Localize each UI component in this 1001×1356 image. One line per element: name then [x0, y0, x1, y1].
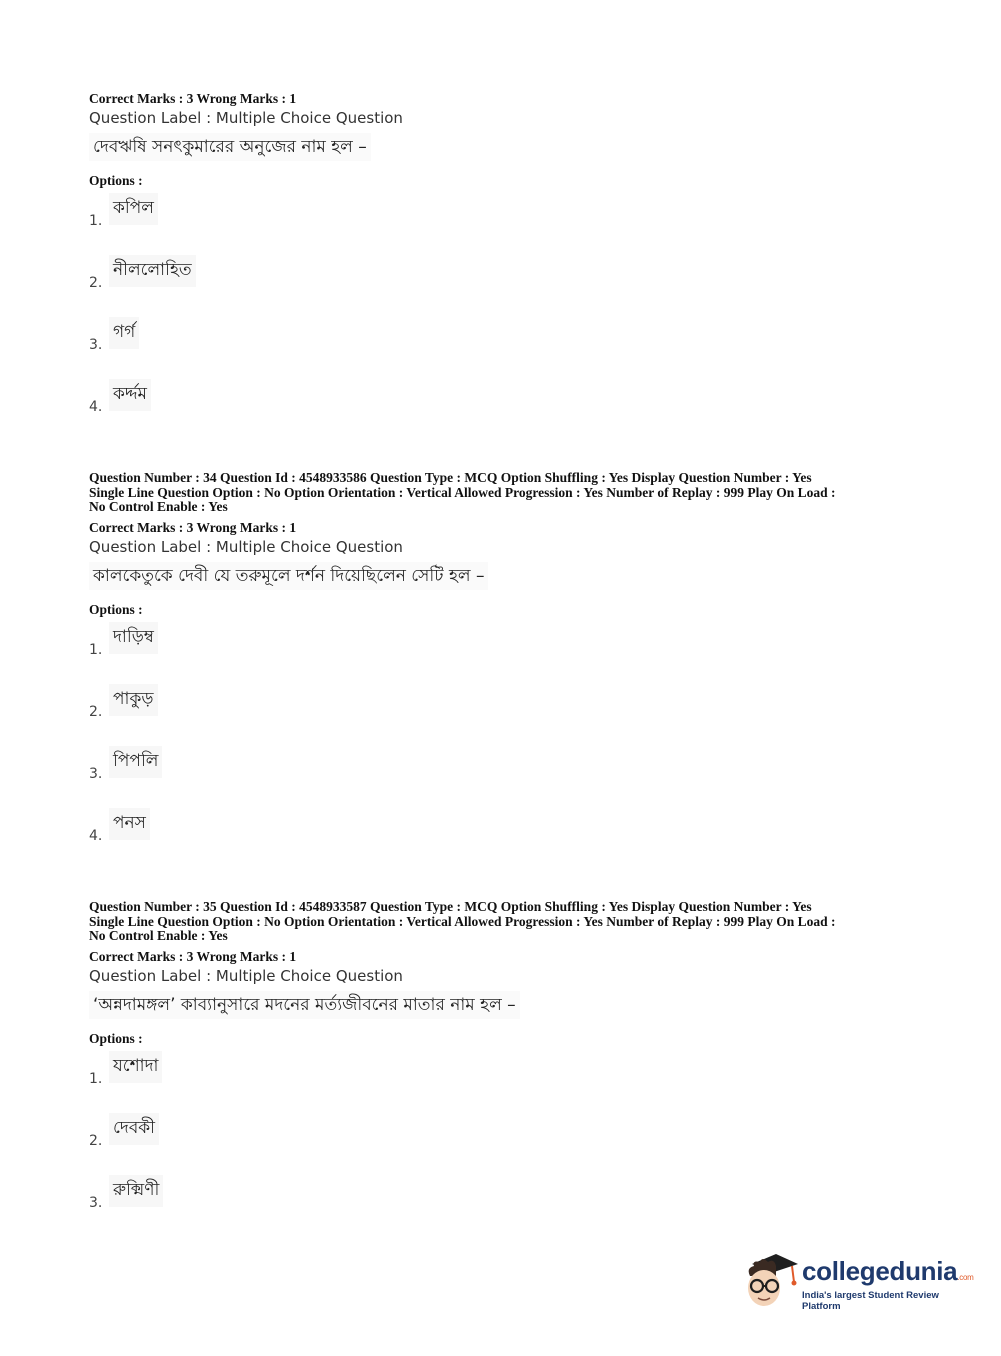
option-text: যশোদা	[109, 1051, 162, 1083]
question-label: Question Label : Multiple Choice Question	[89, 537, 403, 556]
question-text: ‘অন্নদামঙ্গল’ কাব্যানুসারে মদনের মর্ত্যজীবনের মাতার নাম হল –	[89, 991, 520, 1019]
logo-wordmark	[802, 1256, 973, 1287]
logo-dotcom: .com	[957, 1273, 974, 1282]
logo-name-text: collegedunia	[802, 1256, 958, 1286]
option-4	[89, 808, 919, 870]
option-text: দেবকী	[109, 1113, 159, 1145]
option-1	[89, 193, 919, 255]
option-number: 4.	[89, 827, 103, 844]
options-heading: Options :	[89, 1030, 143, 1046]
question-meta-line-3: No Control Enable : Yes	[89, 928, 228, 943]
option-number: 3.	[89, 1194, 103, 1211]
option-text: দাড়িম্ব	[109, 622, 158, 654]
option-2	[89, 684, 919, 746]
option-number: 2.	[89, 703, 103, 720]
question-meta-line-3: No Control Enable : Yes	[89, 499, 228, 514]
option-number: 1.	[89, 213, 103, 229]
option-1	[89, 622, 919, 684]
option-number: 4.	[89, 399, 103, 415]
option-2	[89, 1113, 919, 1175]
option-number: 1.	[89, 1070, 103, 1087]
question-33	[89, 91, 919, 441]
marks-line: Correct Marks : 3 Wrong Marks : 1	[89, 948, 297, 964]
option-number: 3.	[89, 337, 103, 353]
question-meta-line-2: Single Line Question Option : No Option Orientation : Vertical Allowed Progression : Yes Number of Replay : 999 Play On Load :	[89, 484, 836, 500]
option-number: 2.	[89, 275, 103, 291]
option-2	[89, 255, 919, 317]
question-meta-line-2: Single Line Question Option : No Option Orientation : Vertical Allowed Progression : Yes Number of Replay : 999 Play On Load :	[89, 913, 836, 929]
question-35	[89, 900, 919, 1237]
question-meta-line-1: Question Number : 34 Question Id : 4548933586 Question Type : MCQ Option Shuffling : Yes Display Question Number : Yes	[89, 470, 812, 485]
question-label: Question Label : Multiple Choice Question	[89, 966, 403, 985]
option-number: 2.	[89, 1132, 103, 1149]
option-text: কর্দ্দম	[109, 379, 151, 411]
student-mascot-icon	[742, 1250, 800, 1312]
option-text: পিপলি	[109, 746, 162, 778]
option-text: নীললোহিত	[109, 255, 196, 287]
option-text: রুক্মিণী	[109, 1175, 163, 1207]
question-label: Question Label : Multiple Choice Question	[89, 109, 403, 127]
option-text: পাকুড়	[109, 684, 158, 716]
option-1	[89, 1051, 919, 1113]
logo-tagline: India's largest Student Review Platform	[802, 1290, 939, 1312]
options-heading: Options :	[89, 173, 143, 188]
option-3	[89, 1175, 919, 1237]
marks-line: Correct Marks : 3 Wrong Marks : 1	[89, 91, 297, 106]
collegedunia-logo	[742, 1250, 972, 1312]
option-3	[89, 746, 919, 808]
question-text: কালকেতুকে দেবী যে তরুমূলে দর্শন দিয়েছিলেন সেটি হল –	[89, 562, 488, 590]
option-text: গর্গ	[109, 317, 139, 349]
option-3	[89, 317, 919, 379]
question-text: দেবঋষি সনৎকুমারের অনুজের নাম হল –	[89, 133, 371, 161]
option-4	[89, 379, 919, 441]
option-number: 3.	[89, 765, 103, 782]
option-text: পনস	[109, 808, 150, 840]
option-number: 1.	[89, 641, 103, 658]
marks-line: Correct Marks : 3 Wrong Marks : 1	[89, 519, 297, 535]
question-meta-line-1: Question Number : 35 Question Id : 4548933587 Question Type : MCQ Option Shuffling : Yes Display Question Number : Yes	[89, 899, 812, 914]
question-34	[89, 471, 919, 870]
option-text: কপিল	[109, 193, 158, 225]
options-heading: Options :	[89, 601, 143, 617]
